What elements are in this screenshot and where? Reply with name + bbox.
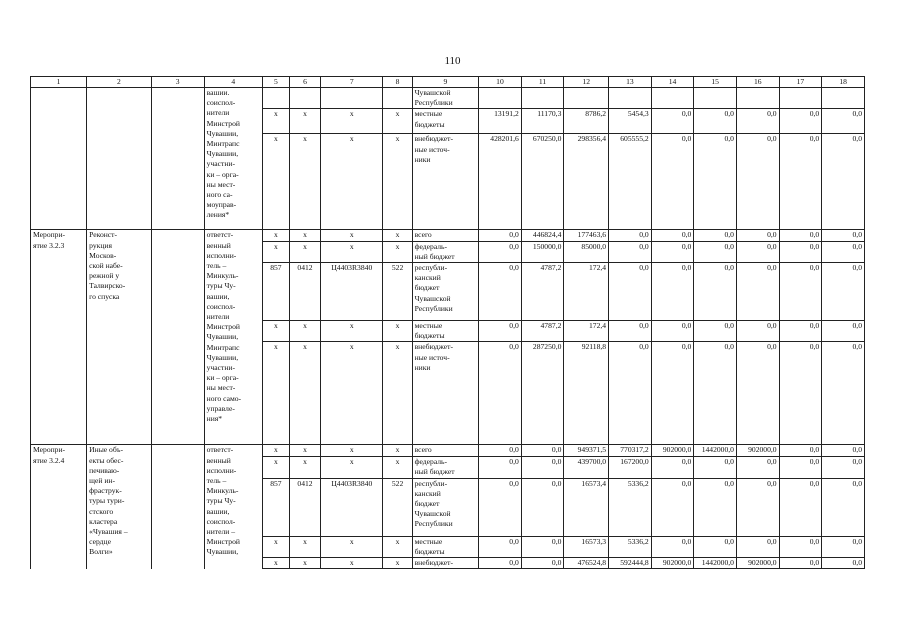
measure-name-cell: Реконст- рукция Москов- ской набе- режной у Талвирско- го спуска: [87, 230, 151, 445]
executor-cell: ответст- венный исполни- тель – Минкуль- туры Чу- вашии, соиспол- нители – Минстрой Чувашии,: [204, 445, 262, 569]
value-cell: 0,0: [694, 342, 737, 445]
value-cell: 0,0: [779, 321, 822, 342]
value-cell: [609, 88, 652, 109]
value-cell: 0,0: [651, 134, 694, 230]
table-row: [31, 88, 865, 109]
value-cell: 0,0: [694, 134, 737, 230]
value-cell: 0,0: [822, 342, 865, 445]
measure-number-cell: Меропри- ятие 3.2.3: [31, 230, 87, 445]
value-cell: 0,0: [822, 445, 865, 456]
target-code-cell: [321, 88, 383, 109]
target-code-cell: Ц4403R3840: [321, 478, 383, 536]
value-cell: 0,0: [822, 109, 865, 134]
value-cell: 5454,3: [609, 109, 652, 134]
value-cell: 592444,8: [609, 558, 652, 569]
column-number: 12: [564, 77, 609, 88]
value-cell: 4787,2: [521, 321, 564, 342]
value-cell: 16573,3: [564, 536, 609, 557]
target-code-cell: х: [321, 558, 383, 569]
value-cell: 0,0: [651, 263, 694, 321]
column-number: 9: [412, 77, 479, 88]
section-code-cell: х: [289, 558, 320, 569]
value-cell: 0,0: [479, 263, 522, 321]
value-cell: 172,4: [564, 321, 609, 342]
column-number-header: [31, 77, 865, 88]
value-cell: 0,0: [779, 478, 822, 536]
value-cell: 0,0: [694, 478, 737, 536]
value-cell: [479, 88, 522, 109]
column-number: 10: [479, 77, 522, 88]
value-cell: 0,0: [609, 263, 652, 321]
column-number: 17: [779, 77, 822, 88]
gr-code-cell: х: [262, 241, 289, 262]
value-cell: 0,0: [736, 263, 779, 321]
target-code-cell: х: [321, 230, 383, 241]
value-cell: 0,0: [651, 342, 694, 445]
value-cell: [779, 88, 822, 109]
column-number: 2: [87, 77, 151, 88]
value-cell: 949371,5: [564, 445, 609, 456]
section-code-cell: 0412: [289, 263, 320, 321]
measure-name-cell: [87, 88, 151, 230]
expense-code-cell: 522: [383, 263, 412, 321]
expense-code-cell: х: [383, 241, 412, 262]
value-cell: 0,0: [609, 241, 652, 262]
value-cell: 670250,0: [521, 134, 564, 230]
value-cell: 605555,2: [609, 134, 652, 230]
value-cell: [736, 88, 779, 109]
value-cell: 4787,2: [521, 263, 564, 321]
funding-source-cell: внебюджет- ные источ- ники: [412, 134, 479, 230]
value-cell: 0,0: [779, 536, 822, 557]
value-cell: 0,0: [822, 456, 865, 478]
section-code-cell: х: [289, 241, 320, 262]
value-cell: 0,0: [479, 478, 522, 536]
gr-code-cell: х: [262, 321, 289, 342]
column-number: 13: [609, 77, 652, 88]
gr-code-cell: х: [262, 230, 289, 241]
value-cell: 0,0: [779, 558, 822, 569]
gr-code-cell: х: [262, 109, 289, 134]
expense-code-cell: х: [383, 445, 412, 456]
expense-code-cell: х: [383, 456, 412, 478]
target-code-cell: х: [321, 536, 383, 557]
value-cell: 0,0: [479, 445, 522, 456]
value-cell: 0,0: [779, 342, 822, 445]
value-cell: [651, 88, 694, 109]
section-code-cell: х: [289, 109, 320, 134]
column-number: 14: [651, 77, 694, 88]
target-code-cell: х: [321, 321, 383, 342]
expense-code-cell: х: [383, 536, 412, 557]
column-number: 8: [383, 77, 412, 88]
value-cell: 0,0: [651, 241, 694, 262]
value-cell: 0,0: [822, 558, 865, 569]
value-cell: 0,0: [822, 263, 865, 321]
target-code-cell: х: [321, 134, 383, 230]
target-code-cell: Ц4403R3840: [321, 263, 383, 321]
value-cell: 0,0: [779, 445, 822, 456]
section-code-cell: х: [289, 456, 320, 478]
gr-code-cell: х: [262, 456, 289, 478]
value-cell: 92118,8: [564, 342, 609, 445]
gr-code-cell: [262, 88, 289, 109]
value-cell: 0,0: [779, 241, 822, 262]
value-cell: 0,0: [822, 321, 865, 342]
value-cell: 0,0: [822, 241, 865, 262]
funding-source-cell: федераль- ный бюджет: [412, 456, 479, 478]
value-cell: 902000,0: [651, 558, 694, 569]
value-cell: 446824,4: [521, 230, 564, 241]
gr-code-cell: 857: [262, 263, 289, 321]
value-cell: 0,0: [651, 536, 694, 557]
value-cell: 0,0: [479, 558, 522, 569]
value-cell: 1442000,0: [694, 445, 737, 456]
gr-code-cell: 857: [262, 478, 289, 536]
target-code-cell: х: [321, 456, 383, 478]
column-number: 4: [204, 77, 262, 88]
value-cell: 0,0: [736, 134, 779, 230]
executor-cell: ответст- венный исполни- тель – Минкуль- туры Чу- вашии, соиспол- нители Минстрой Чувашии, Минтрапс Чувашии, участни- ки – орга- ны мест- ного само- управле- ния*: [204, 230, 262, 445]
gr-code-cell: х: [262, 536, 289, 557]
value-cell: 0,0: [694, 456, 737, 478]
column-number: 3: [151, 77, 204, 88]
target-code-cell: х: [321, 241, 383, 262]
value-cell: 0,0: [479, 230, 522, 241]
value-cell: 0,0: [651, 321, 694, 342]
value-cell: 5336,2: [609, 536, 652, 557]
value-cell: 0,0: [694, 109, 737, 134]
value-cell: 902000,0: [736, 445, 779, 456]
value-cell: 13191,2: [479, 109, 522, 134]
value-cell: 476524,8: [564, 558, 609, 569]
target-code-cell: х: [321, 445, 383, 456]
value-cell: 0,0: [651, 230, 694, 241]
value-cell: 11170,3: [521, 109, 564, 134]
expense-code-cell: х: [383, 342, 412, 445]
value-cell: 0,0: [822, 230, 865, 241]
value-cell: [564, 88, 609, 109]
table-row: [31, 230, 865, 241]
value-cell: 0,0: [521, 536, 564, 557]
section-code-cell: х: [289, 134, 320, 230]
funding-source-cell: внебюджет- ные источ- ники: [412, 342, 479, 445]
empty-cell: [151, 230, 204, 445]
value-cell: 0,0: [822, 134, 865, 230]
value-cell: 150000,0: [521, 241, 564, 262]
section-code-cell: х: [289, 342, 320, 445]
value-cell: [822, 88, 865, 109]
column-number: 11: [521, 77, 564, 88]
gr-code-cell: х: [262, 134, 289, 230]
value-cell: 0,0: [779, 134, 822, 230]
target-code-cell: х: [321, 342, 383, 445]
expense-code-cell: х: [383, 109, 412, 134]
value-cell: 0,0: [651, 109, 694, 134]
value-cell: [694, 88, 737, 109]
value-cell: [521, 88, 564, 109]
value-cell: 8786,2: [564, 109, 609, 134]
value-cell: 0,0: [736, 456, 779, 478]
measure-name-cell: Иные объ- екты обес- печиваю- щей ин- фраструк- туры тури- стского кластера «Чувашия – сердце Волги»: [87, 445, 151, 569]
value-cell: 0,0: [736, 478, 779, 536]
column-number: 18: [822, 77, 865, 88]
empty-cell: [151, 445, 204, 569]
value-cell: 0,0: [479, 321, 522, 342]
section-code-cell: [289, 88, 320, 109]
value-cell: 0,0: [521, 456, 564, 478]
expense-code-cell: 522: [383, 478, 412, 536]
value-cell: 0,0: [521, 478, 564, 536]
section-code-cell: х: [289, 445, 320, 456]
expense-code-cell: [383, 88, 412, 109]
value-cell: 172,4: [564, 263, 609, 321]
value-cell: 0,0: [736, 241, 779, 262]
value-cell: 770317,2: [609, 445, 652, 456]
column-number: 15: [694, 77, 737, 88]
value-cell: 167200,0: [609, 456, 652, 478]
section-code-cell: х: [289, 230, 320, 241]
funding-source-cell: Чувашской Республики: [412, 88, 479, 109]
value-cell: 177463,6: [564, 230, 609, 241]
value-cell: 0,0: [822, 536, 865, 557]
column-number: 7: [321, 77, 383, 88]
value-cell: 0,0: [779, 230, 822, 241]
value-cell: 0,0: [736, 342, 779, 445]
value-cell: 0,0: [521, 558, 564, 569]
value-cell: 902000,0: [651, 445, 694, 456]
column-number: 5: [262, 77, 289, 88]
funding-source-cell: местные бюджеты: [412, 536, 479, 557]
funding-source-cell: местные бюджеты: [412, 321, 479, 342]
budget-table: [30, 76, 865, 569]
measure-number-cell: [31, 88, 87, 230]
table-row: [31, 445, 865, 456]
value-cell: 0,0: [651, 478, 694, 536]
value-cell: 0,0: [694, 321, 737, 342]
funding-source-cell: всего: [412, 445, 479, 456]
funding-source-cell: федераль- ный бюджет: [412, 241, 479, 262]
value-cell: 0,0: [736, 230, 779, 241]
expense-code-cell: х: [383, 230, 412, 241]
value-cell: 0,0: [479, 342, 522, 445]
section-code-cell: 0412: [289, 478, 320, 536]
column-number: 6: [289, 77, 320, 88]
value-cell: 0,0: [736, 109, 779, 134]
value-cell: 287250,0: [521, 342, 564, 445]
value-cell: 0,0: [694, 230, 737, 241]
funding-source-cell: республи- канский бюджет Чувашской Республики: [412, 263, 479, 321]
value-cell: 0,0: [822, 478, 865, 536]
page-number: 110: [444, 55, 461, 67]
value-cell: 0,0: [521, 445, 564, 456]
value-cell: 0,0: [736, 536, 779, 557]
value-cell: 0,0: [609, 342, 652, 445]
empty-cell: [151, 88, 204, 230]
target-code-cell: х: [321, 109, 383, 134]
funding-source-cell: республи- канский бюджет Чувашской Республики: [412, 478, 479, 536]
value-cell: 0,0: [779, 456, 822, 478]
gr-code-cell: х: [262, 445, 289, 456]
value-cell: 0,0: [694, 263, 737, 321]
value-cell: 0,0: [609, 230, 652, 241]
value-cell: 0,0: [479, 241, 522, 262]
value-cell: 0,0: [779, 263, 822, 321]
value-cell: 85000,0: [564, 241, 609, 262]
value-cell: 16573,4: [564, 478, 609, 536]
value-cell: 0,0: [694, 536, 737, 557]
expense-code-cell: х: [383, 558, 412, 569]
value-cell: 0,0: [479, 456, 522, 478]
gr-code-cell: х: [262, 342, 289, 445]
value-cell: 0,0: [479, 536, 522, 557]
value-cell: 5336,2: [609, 478, 652, 536]
value-cell: 0,0: [651, 456, 694, 478]
section-code-cell: х: [289, 536, 320, 557]
value-cell: 0,0: [609, 321, 652, 342]
value-cell: 439700,0: [564, 456, 609, 478]
value-cell: 0,0: [736, 321, 779, 342]
section-code-cell: х: [289, 321, 320, 342]
column-number: 1: [31, 77, 87, 88]
column-number: 16: [736, 77, 779, 88]
value-cell: 1442000,0: [694, 558, 737, 569]
executor-cell: вашии. соиспол- нители Минстрой Чувашии, Минтрапс Чувашии, участни- ки – орга- ны мест- ного са- моуправ- ления*: [204, 88, 262, 230]
value-cell: 0,0: [779, 109, 822, 134]
measure-number-cell: Меропри- ятие 3.2.4: [31, 445, 87, 569]
expense-code-cell: х: [383, 321, 412, 342]
funding-source-cell: всего: [412, 230, 479, 241]
value-cell: 902000,0: [736, 558, 779, 569]
gr-code-cell: х: [262, 558, 289, 569]
funding-source-cell: внебюджет-: [412, 558, 479, 569]
value-cell: 428201,6: [479, 134, 522, 230]
value-cell: 298356,4: [564, 134, 609, 230]
funding-source-cell: местные бюджеты: [412, 109, 479, 134]
value-cell: 0,0: [694, 241, 737, 262]
expense-code-cell: х: [383, 134, 412, 230]
